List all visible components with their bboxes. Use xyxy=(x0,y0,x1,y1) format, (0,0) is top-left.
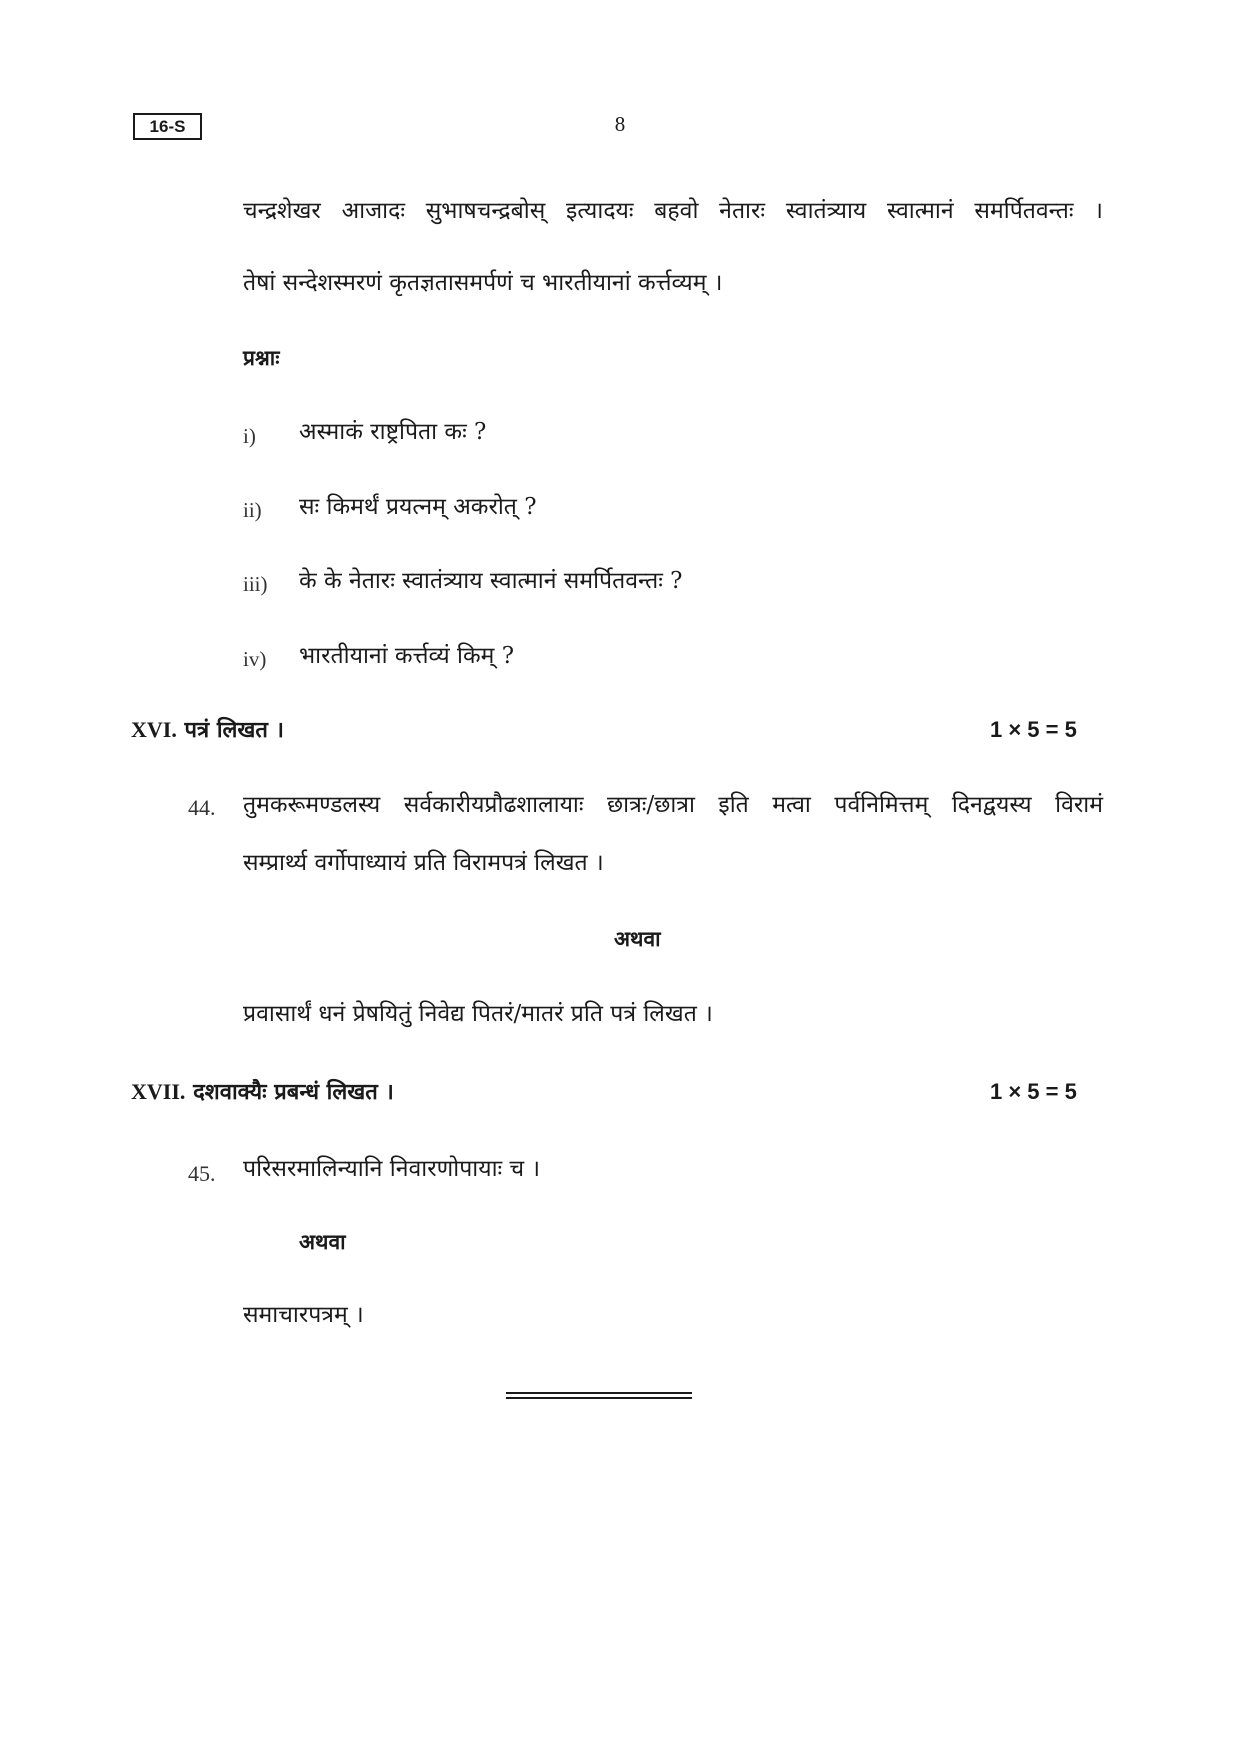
question-text: अस्माकं राष्ट्रपिता कः ? xyxy=(299,419,487,445)
question-number: i) xyxy=(243,424,256,448)
question-text: भारतीयानां कर्त्तव्यं किम् ? xyxy=(299,643,515,669)
question-text: के के नेतारः स्वातंत्र्याय स्वात्मानं समर्पितवन्तः ? xyxy=(299,568,683,594)
section-17-marks: 1 × 5 = 5 xyxy=(990,1079,1077,1104)
question-45-text: परिसरमालिन्यानि निवारणोपायाः च । xyxy=(243,1156,541,1182)
section-16-title: पत्रं लिखत । xyxy=(184,717,284,743)
section-16-roman: XVI. xyxy=(131,717,177,742)
question-44-line-1: तुमकरूमण्डलस्य सर्वकारीयप्रौढशालायाः छात्रः/छात्रा इति मत्वा पर्वनिमित्तम् दिनद्वयस्य विरामं xyxy=(243,792,1103,818)
questions-heading: प्रश्नाः xyxy=(243,345,280,370)
question-44-number: 44. xyxy=(188,795,216,820)
section-17-alternative: समाचारपत्रम् । xyxy=(243,1302,364,1328)
question-44-line-2: सम्प्रार्थ्य वर्गोपाध्यायं प्रति विरामपत्रं लिखत । xyxy=(243,850,604,876)
section-16-marks: 1 × 5 = 5 xyxy=(990,717,1077,742)
question-number: iii) xyxy=(243,572,268,596)
section-17-roman: XVII. xyxy=(131,1079,186,1104)
section-17-heading xyxy=(131,1076,394,1106)
passage-line-1: चन्द्रशेखर आजादः सुभाषचन्द्रबोस् इत्यादयः बहवो नेतारः स्वातंत्र्याय स्वात्मानं समर्पितवन्तः । xyxy=(243,198,1103,224)
section-16-alternative: प्रवासार्थं धनं प्रेषयितुं निवेद्य पितरं/मातरं प्रति पत्रं लिखत । xyxy=(243,1001,713,1027)
page-number: 8 xyxy=(614,112,626,136)
question-number: ii) xyxy=(243,498,262,522)
section-17-title: दशवाक्यैः प्रबन्धं लिखत । xyxy=(193,1079,394,1105)
section-16-heading xyxy=(131,714,284,744)
end-rule-bottom xyxy=(506,1397,692,1399)
question-number: iv) xyxy=(243,647,267,671)
section-16-or: अथवा xyxy=(614,926,661,951)
end-rule-top xyxy=(506,1392,692,1394)
section-17-or: अथवा xyxy=(299,1229,346,1254)
question-text: सः किमर्थं प्रयत्नम् अकरोत् ? xyxy=(299,494,537,520)
passage-line-2: तेषां सन्देशस्मरणं कृतज्ञतासमर्पणं च भारतीयानां कर्त्तव्यम् । xyxy=(243,270,723,296)
paper-code-box: 16-S xyxy=(133,113,202,140)
question-45-number: 45. xyxy=(188,1161,216,1186)
